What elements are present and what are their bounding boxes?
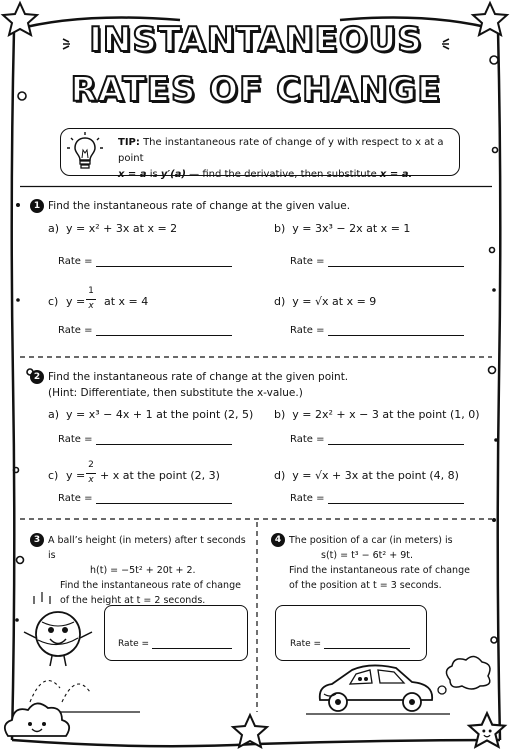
- q4-line-4: of the position at t = 3 seconds.: [289, 580, 442, 591]
- q4-line-2: s(t) = t³ − 6t² + 9t.: [321, 550, 413, 561]
- fraction-numerator: 2: [88, 460, 94, 470]
- sparkle-icon: [60, 34, 80, 54]
- expression: y = √x at x = 9: [292, 295, 377, 308]
- question-number: 1: [30, 199, 44, 213]
- rate-label: Rate =: [290, 493, 325, 504]
- car-character-illustration: [300, 650, 500, 725]
- tip-substitute: x = a.: [379, 169, 413, 180]
- expression: y = √x + 3x at the point (4, 8): [292, 469, 459, 482]
- part-label: c): [48, 295, 59, 308]
- tip-derivative: y′(a): [160, 169, 186, 180]
- part-label: a): [48, 408, 60, 421]
- part-label: d): [274, 295, 286, 308]
- expression: y = x³ − 4x + 1 at the point (2, 5): [66, 408, 254, 421]
- q2-part-a: [48, 408, 253, 421]
- page-divider: [20, 185, 492, 188]
- rate-label: Rate =: [290, 256, 325, 267]
- question-1-prompt: Find the instantaneous rate of change at the given value.: [48, 200, 351, 212]
- q1-part-b: [274, 222, 410, 235]
- question-2-prompt: Find the instantaneous rate of change at the given point.: [48, 371, 349, 383]
- question-number: 4: [271, 533, 285, 547]
- answer-field[interactable]: [58, 434, 232, 445]
- rate-label: Rate =: [290, 639, 322, 649]
- part-label: a): [48, 222, 60, 235]
- sparkle-icon: [432, 34, 452, 54]
- q2-part-b: [274, 408, 480, 421]
- tip-text-2: — find the derivative, then substitute: [189, 169, 377, 180]
- part-label: b): [274, 222, 286, 235]
- vertical-divider: [255, 522, 259, 712]
- question-number: 2: [30, 370, 44, 384]
- q4-line-1: The position of a car (in meters) is: [289, 535, 453, 546]
- q3-line-3: Find the instantaneous rate of change: [60, 580, 241, 591]
- star-icon: [230, 712, 270, 752]
- rate-label: Rate =: [290, 325, 325, 336]
- rate-label: Rate =: [58, 256, 93, 267]
- part-label: d): [274, 469, 286, 482]
- answer-field[interactable]: [58, 256, 232, 267]
- answer-field[interactable]: [290, 325, 464, 336]
- answer-field[interactable]: [290, 256, 464, 267]
- q2-part-d: [274, 469, 459, 482]
- question-number: 3: [30, 533, 44, 547]
- answer-box[interactable]: [104, 605, 248, 661]
- tip-label: TIP:: [118, 137, 140, 148]
- tip-is: is: [149, 169, 158, 180]
- q4-line-3: Find the instantaneous rate of change: [289, 565, 470, 576]
- rate-label: Rate =: [58, 434, 93, 445]
- q1-part-a: [48, 222, 177, 235]
- expression: y = 2x² + x − 3 at the point (1, 0): [292, 408, 480, 421]
- fraction-denominator: x: [88, 475, 94, 485]
- answer-field[interactable]: [290, 434, 464, 445]
- expr-pre: y =: [66, 295, 86, 308]
- q3-line-2: h(t) = −5t² + 20t + 2.: [90, 565, 196, 576]
- q3-line-4: of the height at t = 2 seconds.: [60, 595, 206, 606]
- tip-text-1: The instantaneous rate of change of y with respect to x at a point: [118, 137, 444, 164]
- rate-label: Rate =: [58, 493, 93, 504]
- expr-post: at x = 4: [104, 295, 149, 308]
- part-label: b): [274, 408, 286, 421]
- rate-label: Rate =: [118, 639, 150, 649]
- answer-field[interactable]: [290, 638, 410, 649]
- expr-post: + x at the point (2, 3): [100, 469, 220, 482]
- dashed-divider: [20, 355, 492, 359]
- cloud-character-illustration: [0, 694, 75, 744]
- question-4-text: [289, 533, 489, 593]
- answer-field[interactable]: [290, 493, 464, 504]
- fraction-numerator: 1: [88, 286, 94, 296]
- title-line-2: RATES OF CHANGE: [70, 70, 442, 110]
- question-2-hint: (Hint: Differentiate, then substitute the x-value.): [48, 387, 303, 399]
- expression: y = x² + 3x at x = 2: [66, 222, 178, 235]
- fraction-bar: [86, 299, 96, 300]
- title-line-1: INSTANTANEOUS: [89, 20, 423, 60]
- tip-x-equals-a: x = a: [118, 169, 147, 180]
- ground-line: [60, 710, 140, 714]
- lightbulb-icon: [64, 130, 106, 172]
- dashed-divider: [20, 517, 492, 521]
- expr-pre: y =: [66, 469, 86, 482]
- q1-part-d: [274, 295, 376, 308]
- rate-label: Rate =: [58, 325, 93, 336]
- fraction-denominator: x: [88, 301, 94, 311]
- part-label: c): [48, 469, 59, 482]
- q3-line-1: A ball’s height (in meters) after t seconds is: [48, 535, 246, 561]
- answer-field[interactable]: [58, 325, 232, 336]
- fraction-bar: [86, 473, 96, 474]
- rate-label: Rate =: [290, 434, 325, 445]
- answer-field[interactable]: [118, 638, 232, 649]
- answer-field[interactable]: [58, 493, 232, 504]
- tip-text: [118, 135, 453, 183]
- expression: y = 3x³ − 2x at x = 1: [292, 222, 411, 235]
